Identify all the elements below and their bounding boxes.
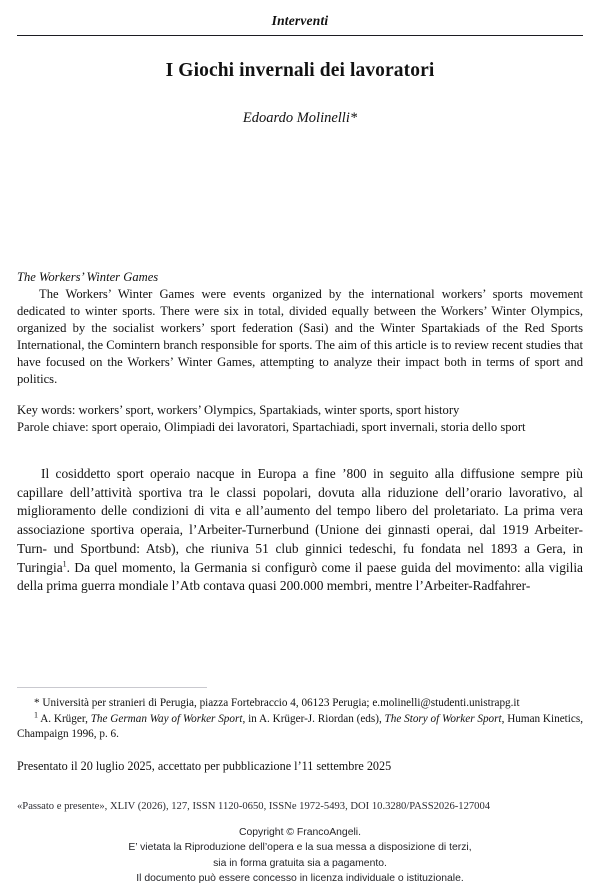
footnote-divider — [17, 687, 207, 688]
submission-note: Presentato il 20 luglio 2025, accettato per pubblicazione l’11 settembre 2025 — [17, 759, 392, 773]
journal-citation: «Passato e presente», XLIV (2026), 127, ISSN 1120-0650, ISSNe 1972-5493, DOI 10.3280/PASS2026-127004 — [17, 801, 491, 812]
copyright-line-2: E’ vietata la Riproduzione dell’opera e la sua messa a disposizione di terzi, — [128, 842, 472, 854]
abstract-heading: The Workers’ Winter Games — [17, 269, 159, 284]
footnote-1-part3: , Human Kinetics, Champaign 1996, p. 6. — [17, 712, 584, 740]
body-paragraph-1 — [17, 465, 583, 596]
keywords-english: Key words: workers’ sport, workers’ Olympics, Spartakiads, winter sports, sport history — [17, 402, 460, 417]
footnote-1 — [17, 712, 583, 742]
running-head: Interventi — [271, 13, 329, 28]
header-divider — [17, 35, 583, 36]
page-title: I Giochi invernali dei lavoratori — [165, 59, 435, 81]
footnote-1-marker: 1 — [34, 710, 38, 720]
copyright-line-4: Il documento può essere concesso in licenza individuale o istituzionale. — [136, 872, 464, 884]
copyright-notice — [0, 825, 600, 886]
footnote-1-title-2: The Story of Worker Sport — [384, 712, 502, 725]
footnote-affiliation — [17, 696, 583, 711]
abstract-section — [17, 269, 583, 388]
footnote-affiliation-text: Università per stranieri di Perugia, piazza Fortebraccio 4, 06123 Perugia; e.molinelli@studenti.unistrapg.it — [42, 697, 520, 709]
author-byline: Edoardo Molinelli* — [242, 110, 358, 127]
abstract-body: The Workers’ Winter Games were events organized by the international workers’ sports movement dedicated to winter sports. There were six in total, divided equally between the Workers’ Winter Olympics, organized by the socialist workers’ sport federation (Sasi) and the Winter Spartakiads of the Red Sports International, the Comintern branch responsible for sports. The aim of this article is to review recent studies that have focused on the Workers’ Winter Games, attempting to analyze their impact both in terms of sport and politics. — [17, 287, 583, 386]
footnote-affiliation-marker: * — [34, 697, 40, 709]
footnote-area — [17, 687, 583, 742]
copyright-line-1: Copyright © FrancoAngeli. — [238, 827, 361, 838]
keywords-italian: Parole chiave: sport operaio, Olimpiadi dei lavoratori, Spartachiadi, sport invernali, storia dello sport — [17, 419, 526, 434]
copyright-line-3: sia in forma gratuita sia a pagamento. — [213, 857, 387, 869]
footnote-ref-1[interactable]: 1 — [62, 559, 67, 569]
body-paragraph-1-text: Il cosiddetto sport operaio nacque in Europa a fine ’800 in seguito alla diffusione sempre più capillare dell’attività sportiva tra le classi popolari, dovuta alla riduzione dell’orario lavorativo, al miglioramento delle condizioni di vita e all’aumento del tempo libero del proletariato. La prima vera associazione sportiva operaia, l’Arbeiter-Turnerbund (Unione dei ginnasti operai, dal 1919 Arbeiter-Turn- und Sportbund: Atsb), che riuniva 51 club ginnici tedeschi, fu fondata nel 1893 a Gera, in Turingia — [17, 465, 583, 575]
footnote-1-title-1: The German Way of Worker Sport — [90, 712, 243, 725]
footnote-1-part2: , in A. Krüger-J. Riordan (eds), — [242, 712, 385, 725]
body-paragraph-1-continued: . Da quel momento, la Germania si configurò come il paese guida del movimento: alla vigilia della prima guerra mondiale l’Atb contava quasi 200.000 membri, mentre l’Arbeiter-Radfahrer- — [17, 559, 583, 594]
page-content — [17, 0, 583, 609]
footnote-1-part1: A. Krüger, — [40, 712, 91, 725]
